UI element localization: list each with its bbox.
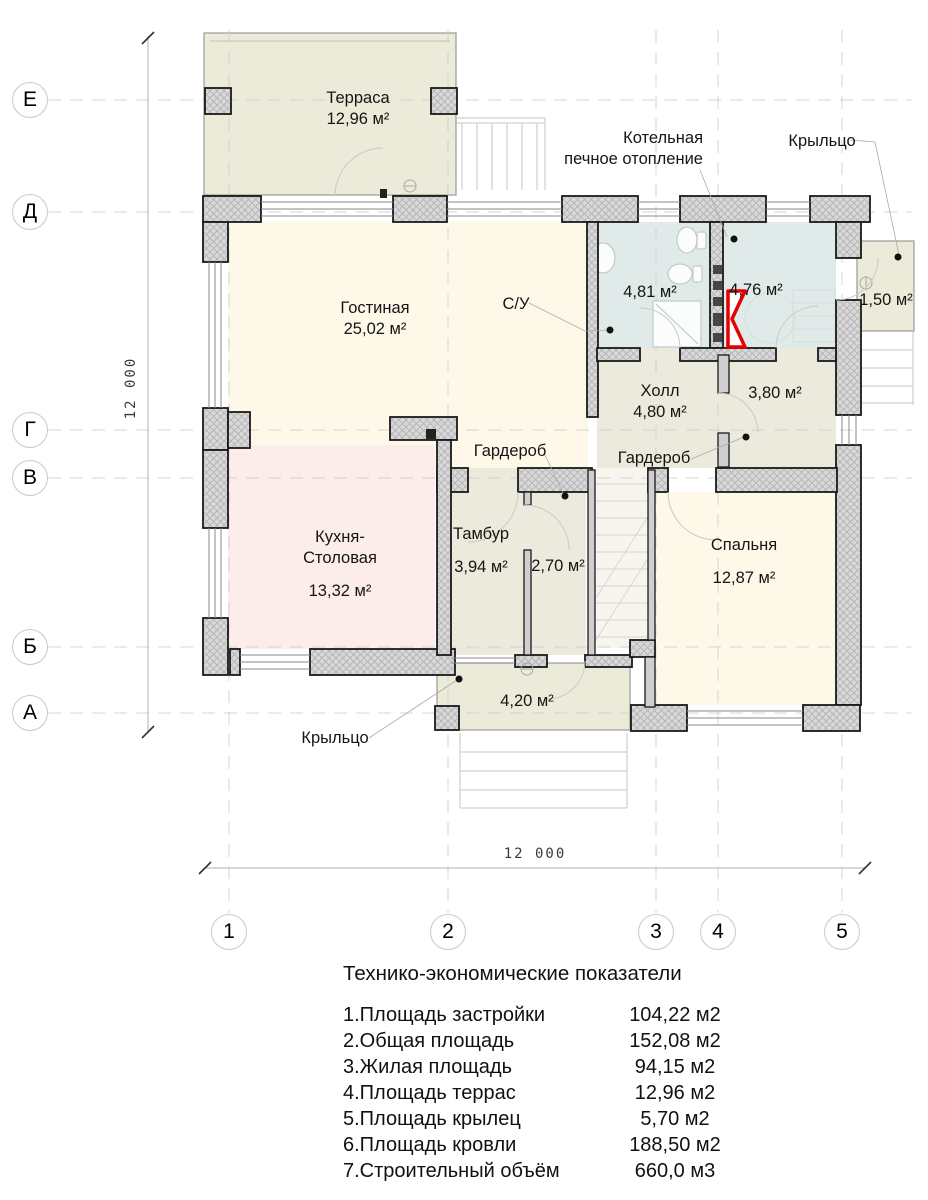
indicator-row: [343, 1054, 783, 1080]
room-label-bathroom-area: 4,81 м²: [623, 283, 677, 301]
axis-circle-2: 2: [430, 914, 466, 950]
porch-right-stairs: [858, 332, 913, 405]
axis-circle-Г: Г: [12, 412, 48, 448]
indicator-label: 6.Площадь кровли: [343, 1134, 517, 1156]
annotation-wc-note: С/У: [502, 295, 530, 313]
axis-circle-Б: Б: [12, 629, 48, 665]
annotation-wardrobe-note-left: Гардероб: [473, 442, 547, 460]
axis-circle-Д: Д: [12, 194, 48, 230]
toilet2-icon: [668, 264, 692, 284]
indicator-label: 2.Общая площадь: [343, 1030, 515, 1052]
indicator-label: 1.Площадь застройки: [343, 1004, 546, 1026]
indicator-label: 4.Площадь террас: [343, 1082, 516, 1104]
indicators-rows: [343, 1002, 783, 1184]
axis-circle-4: 4: [700, 914, 736, 950]
annotation-porch-bottom-note: Крыльцо: [301, 729, 369, 747]
indicators-title: Технико-экономические показатели: [343, 962, 682, 985]
axis-circle-1: 1: [211, 914, 247, 950]
room-label-porch-right-area: 1,50 м²: [859, 291, 913, 309]
porch-bottom-stairs: [460, 733, 627, 808]
indicator-label: 5.Площадь крылец: [343, 1108, 521, 1130]
room-label-bedroom: Спальня 12,87 м²: [710, 536, 778, 587]
indicator-value: 104,22 м2: [629, 1004, 721, 1026]
room-label-hall: Холл 4,80 м²: [633, 382, 687, 421]
axis-circle-А: А: [12, 695, 48, 731]
terrace-stairs: [457, 118, 545, 190]
indicator-row: [343, 1080, 783, 1106]
toilet-icon: [677, 227, 697, 253]
axis-circle-Е: Е: [12, 82, 48, 118]
annotation-porch-right-note: Крыльцо: [788, 132, 856, 150]
indicator-value: 188,50 м2: [629, 1134, 721, 1156]
room-label-kitchen: Кухня- Столовая 13,32 м²: [303, 528, 377, 600]
room-label-boiler-area: 4,76 м²: [729, 281, 783, 299]
dimension-bottom-label: 12 000: [503, 846, 567, 862]
indicator-row: [343, 1158, 783, 1184]
indicator-label: 3.Жилая площадь: [343, 1056, 513, 1078]
room-label-living: Гостиная 25,02 м²: [340, 299, 410, 338]
indicator-row: [343, 1002, 783, 1028]
annotation-boiler-note: Котельная печное отопление: [564, 129, 703, 168]
indicators-block: [343, 962, 783, 1184]
indicator-label: 7.Строительный объём: [343, 1160, 560, 1182]
annotation-wardrobe-note-right: Гардероб: [617, 449, 691, 467]
room-label-tambour: Тамбур 3,94 м²: [452, 525, 510, 576]
indicator-value: 12,96 м2: [634, 1082, 716, 1104]
indicator-value: 94,15 м2: [634, 1056, 716, 1078]
indicator-row: [343, 1106, 783, 1132]
axis-circle-3: 3: [638, 914, 674, 950]
axis-circle-В: В: [12, 460, 48, 496]
room-label-closet-270: 2,70 м²: [531, 557, 585, 575]
room-label-closet-380: 3,80 м²: [748, 384, 802, 402]
indicator-value: 660,0 м3: [634, 1160, 716, 1182]
room-label-terrace: Терраса 12,96 м²: [326, 89, 390, 128]
indicator-value: 152,08 м2: [629, 1030, 721, 1052]
room-label-porch-bottom-area: 4,20 м²: [500, 692, 554, 710]
indicator-row: [343, 1132, 783, 1158]
axis-circle-5: 5: [824, 914, 860, 950]
indicator-value: 5,70 м2: [640, 1108, 710, 1130]
dimension-left-label: 12 000: [123, 356, 139, 420]
indicator-row: [343, 1028, 783, 1054]
room-bedroom: [655, 492, 835, 705]
